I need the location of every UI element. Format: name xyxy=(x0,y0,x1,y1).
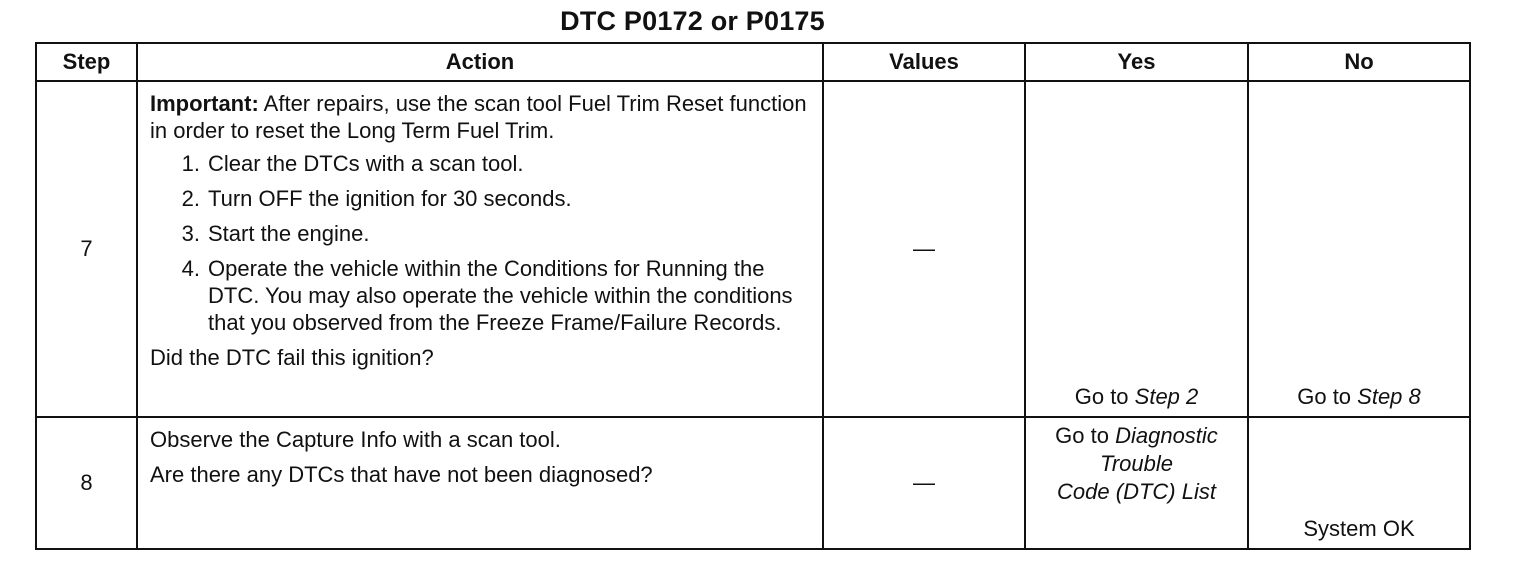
list-item-number: 3. xyxy=(181,221,200,246)
header-yes: Yes xyxy=(1025,43,1248,81)
no-prefix: Go to xyxy=(1297,384,1358,409)
values-cell xyxy=(823,417,1025,549)
list-item-number: 4. xyxy=(181,256,200,281)
list-item-text: Start the engine. xyxy=(208,221,370,246)
list-item-text: Turn OFF the ignition for 30 seconds. xyxy=(208,186,572,211)
step-number: 7 xyxy=(36,81,137,417)
header-no: No xyxy=(1248,43,1470,81)
no-link-step-8[interactable]: Step 8 xyxy=(1357,384,1421,409)
table-header-row xyxy=(36,43,1470,81)
no-result-text: System OK xyxy=(1303,516,1415,541)
yes-link-dtc-list-line3[interactable]: Code (DTC) List xyxy=(1057,479,1216,504)
values-dash: — xyxy=(913,470,935,495)
question-text: Did the DTC fail this ignition? xyxy=(150,345,434,370)
yes-link-dtc-list-line2[interactable]: Trouble xyxy=(1100,451,1173,476)
list-item xyxy=(150,185,814,212)
important-note xyxy=(150,90,814,144)
page-title: DTC P0172 or P0175 xyxy=(560,6,825,36)
yes-prefix: Go to xyxy=(1074,384,1135,409)
action-cell xyxy=(137,81,823,417)
no-cell xyxy=(1248,81,1470,417)
table-row xyxy=(36,81,1470,417)
question-text: Are there any DTCs that have not been diagnosed? xyxy=(150,462,653,487)
yes-cell xyxy=(1025,417,1248,549)
yes-prefix: Go to xyxy=(1055,423,1116,448)
yes-link-step-2[interactable]: Step 2 xyxy=(1134,384,1199,409)
important-text: After repairs, use the scan tool Fuel Trim Reset function in order to reset the Long Term Fuel Trim. xyxy=(150,91,807,143)
values-dash: — xyxy=(913,236,935,261)
yes-link-dtc-list-line1[interactable]: Diagnostic xyxy=(1115,423,1218,448)
list-item-text: Clear the DTCs with a scan tool. xyxy=(208,151,524,176)
dtc-table xyxy=(35,42,1471,550)
list-item-number: 1. xyxy=(181,151,200,176)
list-item xyxy=(150,220,814,247)
list-item-text: Operate the vehicle within the Conditions for Running the DTC. You may also operate the vehicle within the conditions that you observed from the Freeze Frame/Failure Records. xyxy=(208,256,793,335)
header-values: Values xyxy=(823,43,1025,81)
procedure-list xyxy=(150,150,814,336)
important-label: Important: xyxy=(150,91,259,116)
header-action: Action xyxy=(137,43,823,81)
yes-cell xyxy=(1025,81,1248,417)
action-cell xyxy=(137,417,823,549)
list-item-number: 2. xyxy=(181,186,200,211)
table-row xyxy=(36,417,1470,549)
list-item xyxy=(150,255,814,336)
list-item xyxy=(150,150,814,177)
header-step: Step xyxy=(36,43,137,81)
no-cell xyxy=(1248,417,1470,549)
action-text: Observe the Capture Info with a scan tool. xyxy=(150,427,561,452)
values-cell xyxy=(823,81,1025,417)
step-number: 8 xyxy=(36,417,137,549)
